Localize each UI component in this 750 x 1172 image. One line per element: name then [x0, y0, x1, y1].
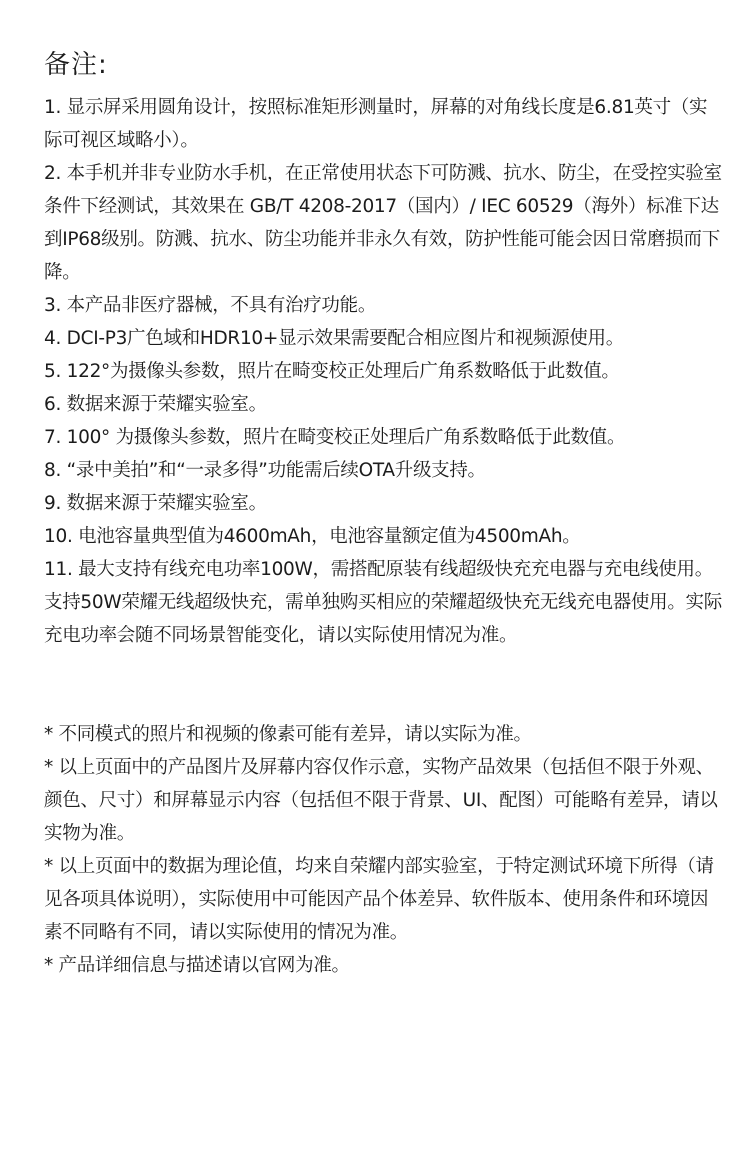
note-item-5: 5. 122°为摄像头参数，照片在畸变校正处理后广角系数略低于此数值。	[44, 361, 620, 382]
disclaimer-item-2: * 以上页面中的产品图片及屏幕内容仅作示意，实物产品效果（包括但不限于外观、颜色、尺寸）和屏幕显示内容（包括但不限于背景、UI、配图）可能略有差异，请以实物为准。	[44, 757, 718, 844]
numbered-notes-list	[44, 91, 724, 652]
note-item-4: 4. DCI-P3广色域和HDR10+显示效果需要配合相应图片和视频源使用。	[44, 328, 624, 349]
note-item-10: 10. 电池容量典型值为4600mAh，电池容量额定值为4500mAh。	[44, 526, 581, 547]
note-item-1: 1. 显示屏采用圆角设计，按照标准矩形测量时，屏幕的对角线长度是6.81英寸（实际可视区域略小）。	[44, 97, 708, 151]
note-item-2: 2. 本手机并非专业防水手机，在正常使用状态下可防溅、抗水、防尘，在受控实验室条件下经测试，其效果在 GB/T 4208-2017（国内）/ IEC 60529（海外）标准下达到IP68级别。防溅、抗水、防尘功能并非永久有效，防护性能可能会因日常磨损而下降。	[44, 163, 722, 283]
disclaimer-item-1: * 不同模式的照片和视频的像素可能有差异，请以实际为准。	[44, 724, 532, 745]
note-item-9: 9. 数据来源于荣耀实验室。	[44, 493, 267, 514]
note-item-11: 11. 最大支持有线充电功率100W，需搭配原装有线超级快充充电器与充电线使用。支持50W荣耀无线超级快充，需单独购买相应的荣耀超级快充无线充电器使用。实际充电功率会随不同场景智能变化，请以实际使用情况为准。	[44, 559, 722, 646]
disclaimer-item-3: * 以上页面中的数据为理论值，均来自荣耀内部实验室，于特定测试环境下所得（请见各项具体说明），实际使用中可能因产品个体差异、软件版本、使用条件和环境因素不同略有不同，请以实际使用的情况为准。	[44, 856, 714, 943]
notes-heading: 备注:	[44, 50, 108, 80]
note-item-6: 6. 数据来源于荣耀实验室。	[44, 394, 267, 415]
note-item-7: 7. 100° 为摄像头参数，照片在畸变校正处理后广角系数略低于此数值。	[44, 427, 626, 448]
section-gap	[44, 652, 724, 718]
note-item-3: 3. 本产品非医疗器械，不具有治疗功能。	[44, 295, 377, 316]
disclaimer-list	[44, 718, 724, 982]
notes-document	[44, 44, 724, 982]
disclaimer-item-4: * 产品详细信息与描述请以官网为准。	[44, 955, 350, 976]
note-item-8: 8. “录中美拍”和“一录多得”功能需后续OTA升级支持。	[44, 460, 486, 481]
